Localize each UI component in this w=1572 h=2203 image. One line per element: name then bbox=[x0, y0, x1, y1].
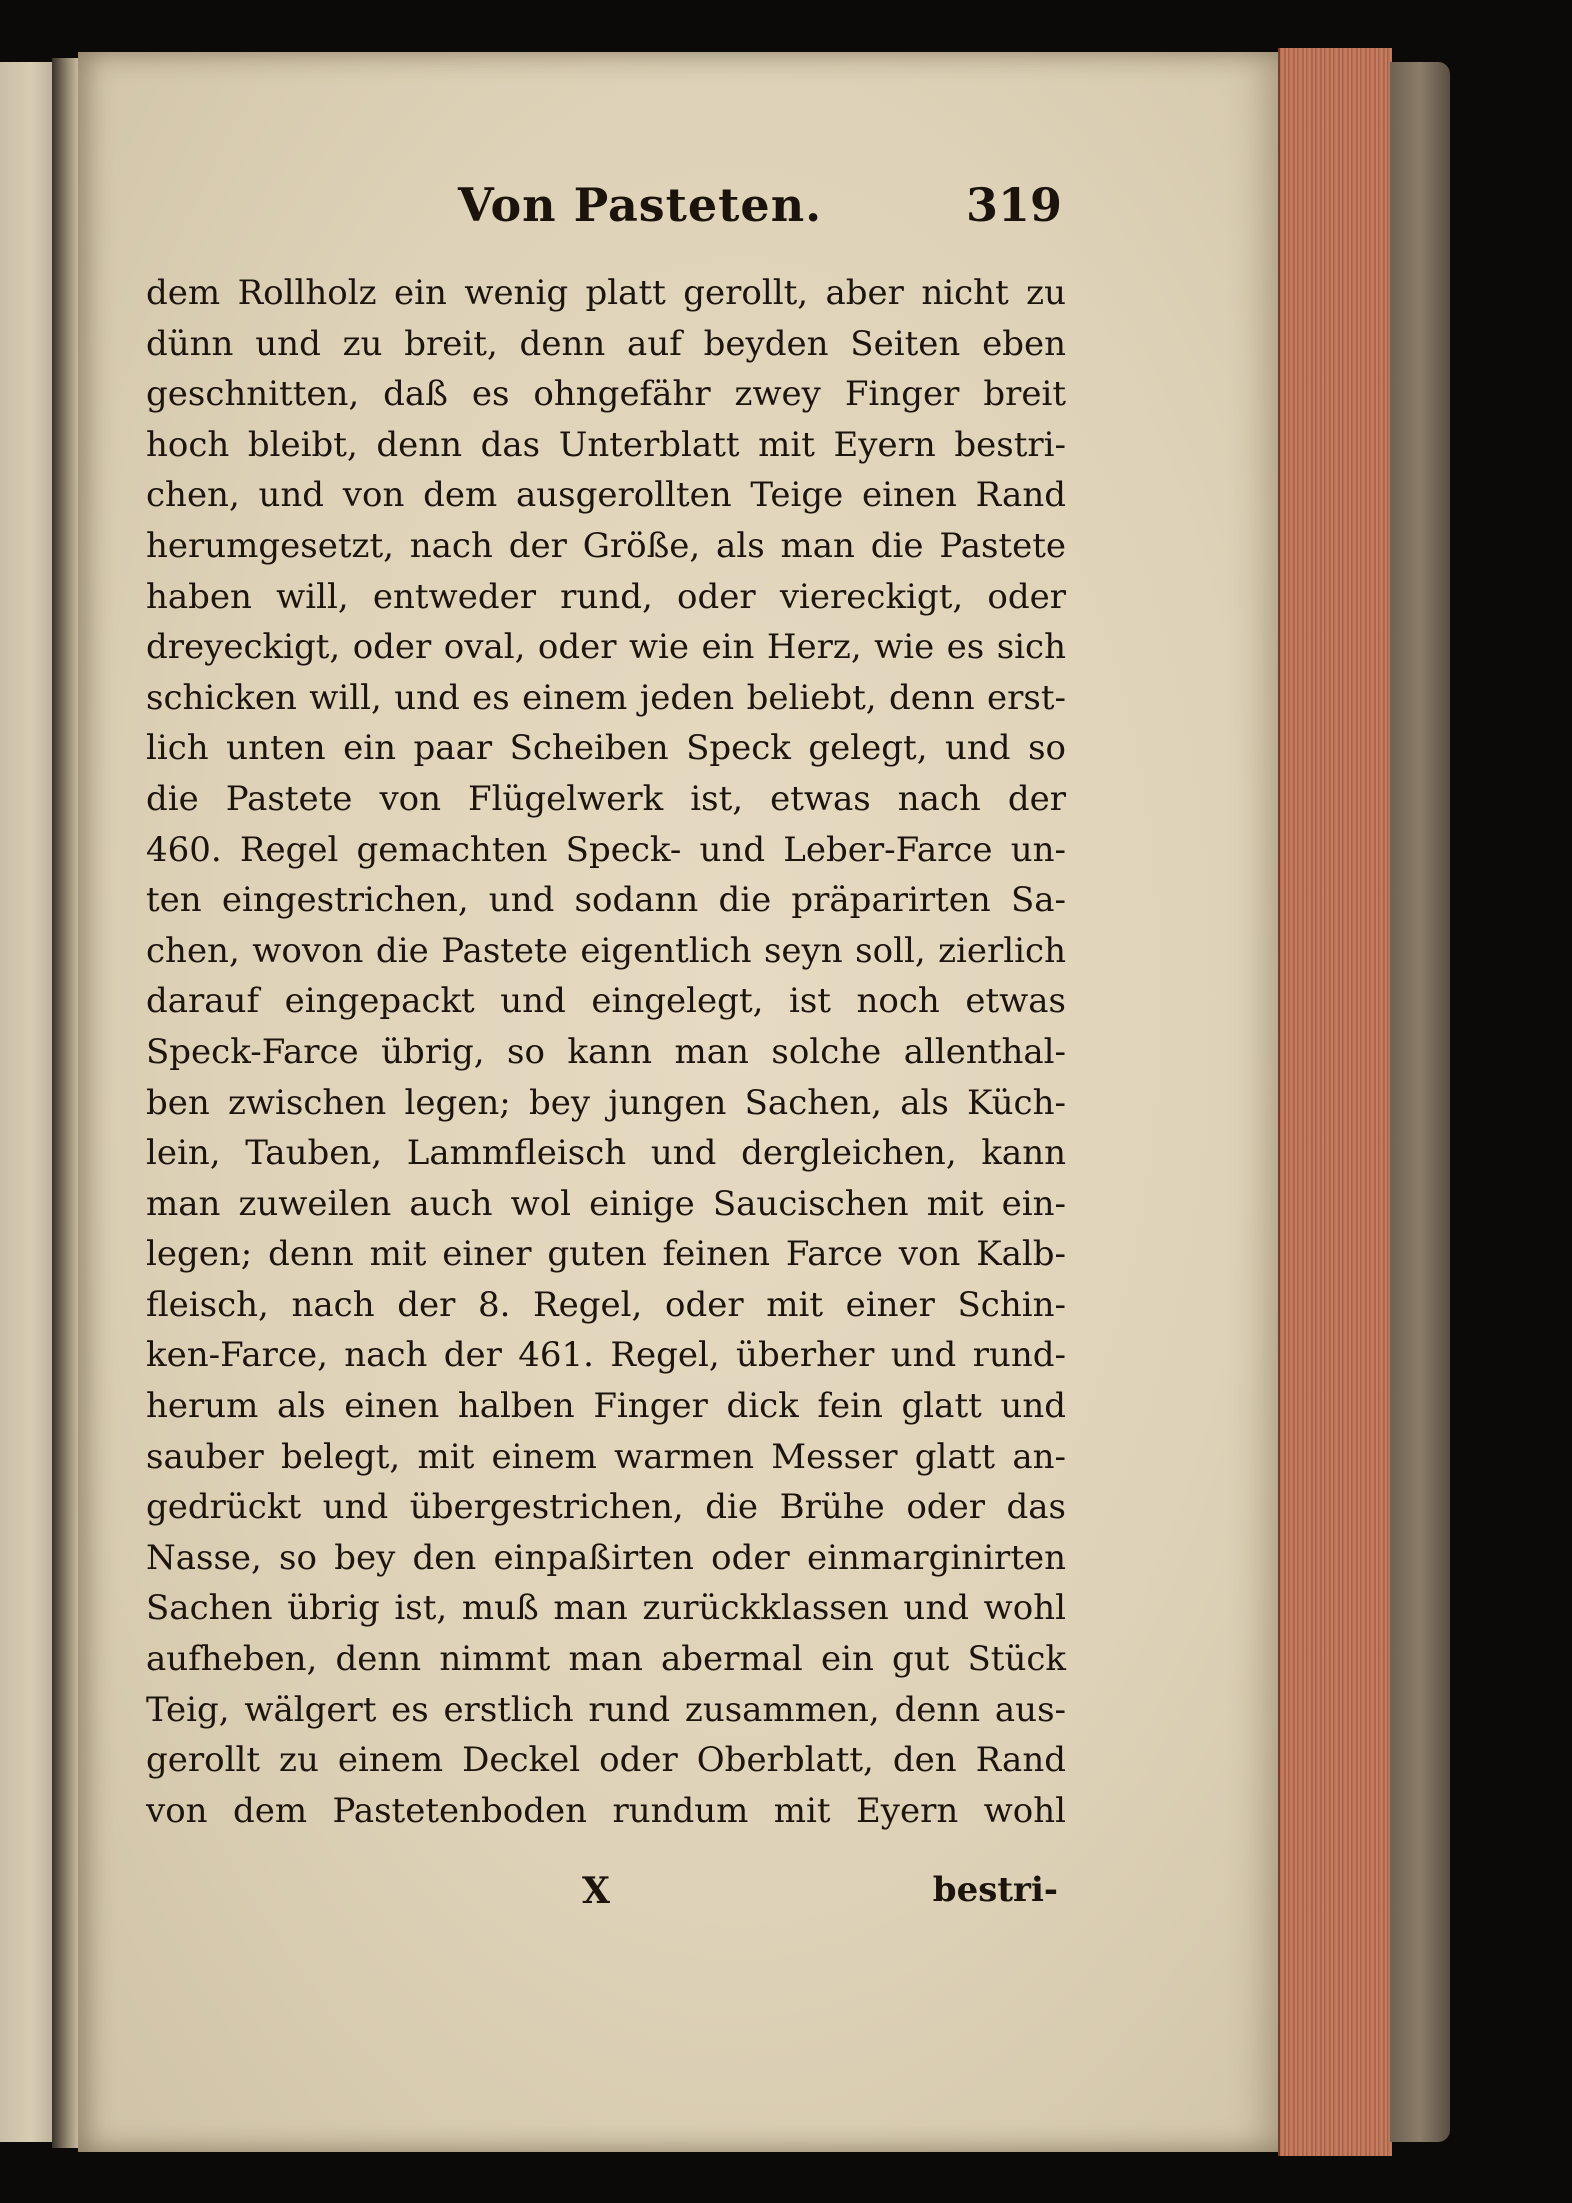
text-line: hoch bleibt, denn das Unterblatt mit Eyern bestri- bbox=[146, 424, 1066, 465]
text-line: dünn und zu breit, denn auf beyden Seiten eben bbox=[146, 323, 1066, 364]
page-fore-edge bbox=[1278, 48, 1392, 2156]
text-line: ben zwischen legen; bey jungen Sachen, als Küch- bbox=[146, 1082, 1066, 1123]
page-number: 319 bbox=[966, 178, 1063, 232]
text-line: ken-Farce, nach der 461. Regel, überher und rund- bbox=[146, 1335, 1066, 1376]
text-line: schicken will, und es einem jeden beliebt, denn erst- bbox=[146, 677, 1066, 718]
text-line: Sachen übrig ist, muß man zurückklassen und wohl bbox=[146, 1588, 1066, 1629]
text-line: die Pastete von Flügelwerk ist, etwas nach der bbox=[146, 778, 1066, 819]
text-line: darauf eingepackt und eingelegt, ist noch etwas bbox=[146, 981, 1066, 1022]
text-line: lich unten ein paar Scheiben Speck gelegt, und so bbox=[146, 728, 1066, 769]
book-cover-board bbox=[1390, 62, 1450, 2142]
text-line: dreyeckigt, oder oval, oder wie ein Herz, wie es sich bbox=[146, 627, 1066, 668]
text-line: aufheben, denn nimmt man abermal ein gut Stück bbox=[146, 1639, 1066, 1680]
text-line: lein, Tauben, Lammfleisch und dergleichen, kann bbox=[146, 1133, 1066, 1174]
text-line: von dem Pastetenboden rundum mit Eyern wohl bbox=[146, 1790, 1066, 1831]
text-line: gerollt zu einem Deckel oder Oberblatt, den Rand bbox=[146, 1740, 1066, 1781]
text-line: 460. Regel gemachten Speck- und Leber-Farce un- bbox=[146, 829, 1066, 870]
text-line: fleisch, nach der 8. Regel, oder mit einer Schin- bbox=[146, 1284, 1066, 1325]
text-line: dem Rollholz ein wenig platt gerollt, aber nicht zu bbox=[146, 273, 1066, 313]
page-header bbox=[78, 178, 1278, 258]
signature-mark: X bbox=[582, 1870, 610, 1912]
left-page-edge bbox=[0, 62, 55, 2142]
catchword: bestri- bbox=[932, 1870, 1058, 1910]
text-line: gedrückt und übergestrichen, die Brühe oder das bbox=[146, 1487, 1066, 1528]
text-line: man zuweilen auch wol einige Saucischen mit ein- bbox=[146, 1183, 1066, 1224]
text-line: ten eingestrichen, und sodann die präparirten Sa- bbox=[146, 880, 1066, 921]
page-footer bbox=[146, 1870, 1066, 1930]
text-line: haben will, entweder rund, oder viereckigt, oder bbox=[146, 576, 1066, 617]
text-line: herumgesetzt, nach der Größe, als man die Pastete bbox=[146, 525, 1066, 566]
body-text bbox=[146, 268, 1066, 1836]
text-line: legen; denn mit einer guten feinen Farce von Kalb- bbox=[146, 1234, 1066, 1275]
text-line: Speck-Farce übrig, so kann man solche allenthal- bbox=[146, 1031, 1066, 1072]
text-line: Nasse, so bey den einpaßirten oder einmarginirten bbox=[146, 1537, 1066, 1578]
text-line: Teig, wälgert es erstlich rund zusammen, denn aus- bbox=[146, 1689, 1066, 1730]
text-line: geschnitten, daß es ohngefähr zwey Finger breit bbox=[146, 374, 1066, 415]
text-line: herum als einen halben Finger dick fein glatt und bbox=[146, 1386, 1066, 1427]
text-line: sauber belegt, mit einem warmen Messer glatt an- bbox=[146, 1436, 1066, 1477]
text-line: chen, und von dem ausgerollten Teige einen Rand bbox=[146, 475, 1066, 516]
text-line: chen, wovon die Pastete eigentlich seyn soll, zierlich bbox=[146, 930, 1066, 971]
running-head: Von Pasteten. bbox=[458, 178, 823, 232]
